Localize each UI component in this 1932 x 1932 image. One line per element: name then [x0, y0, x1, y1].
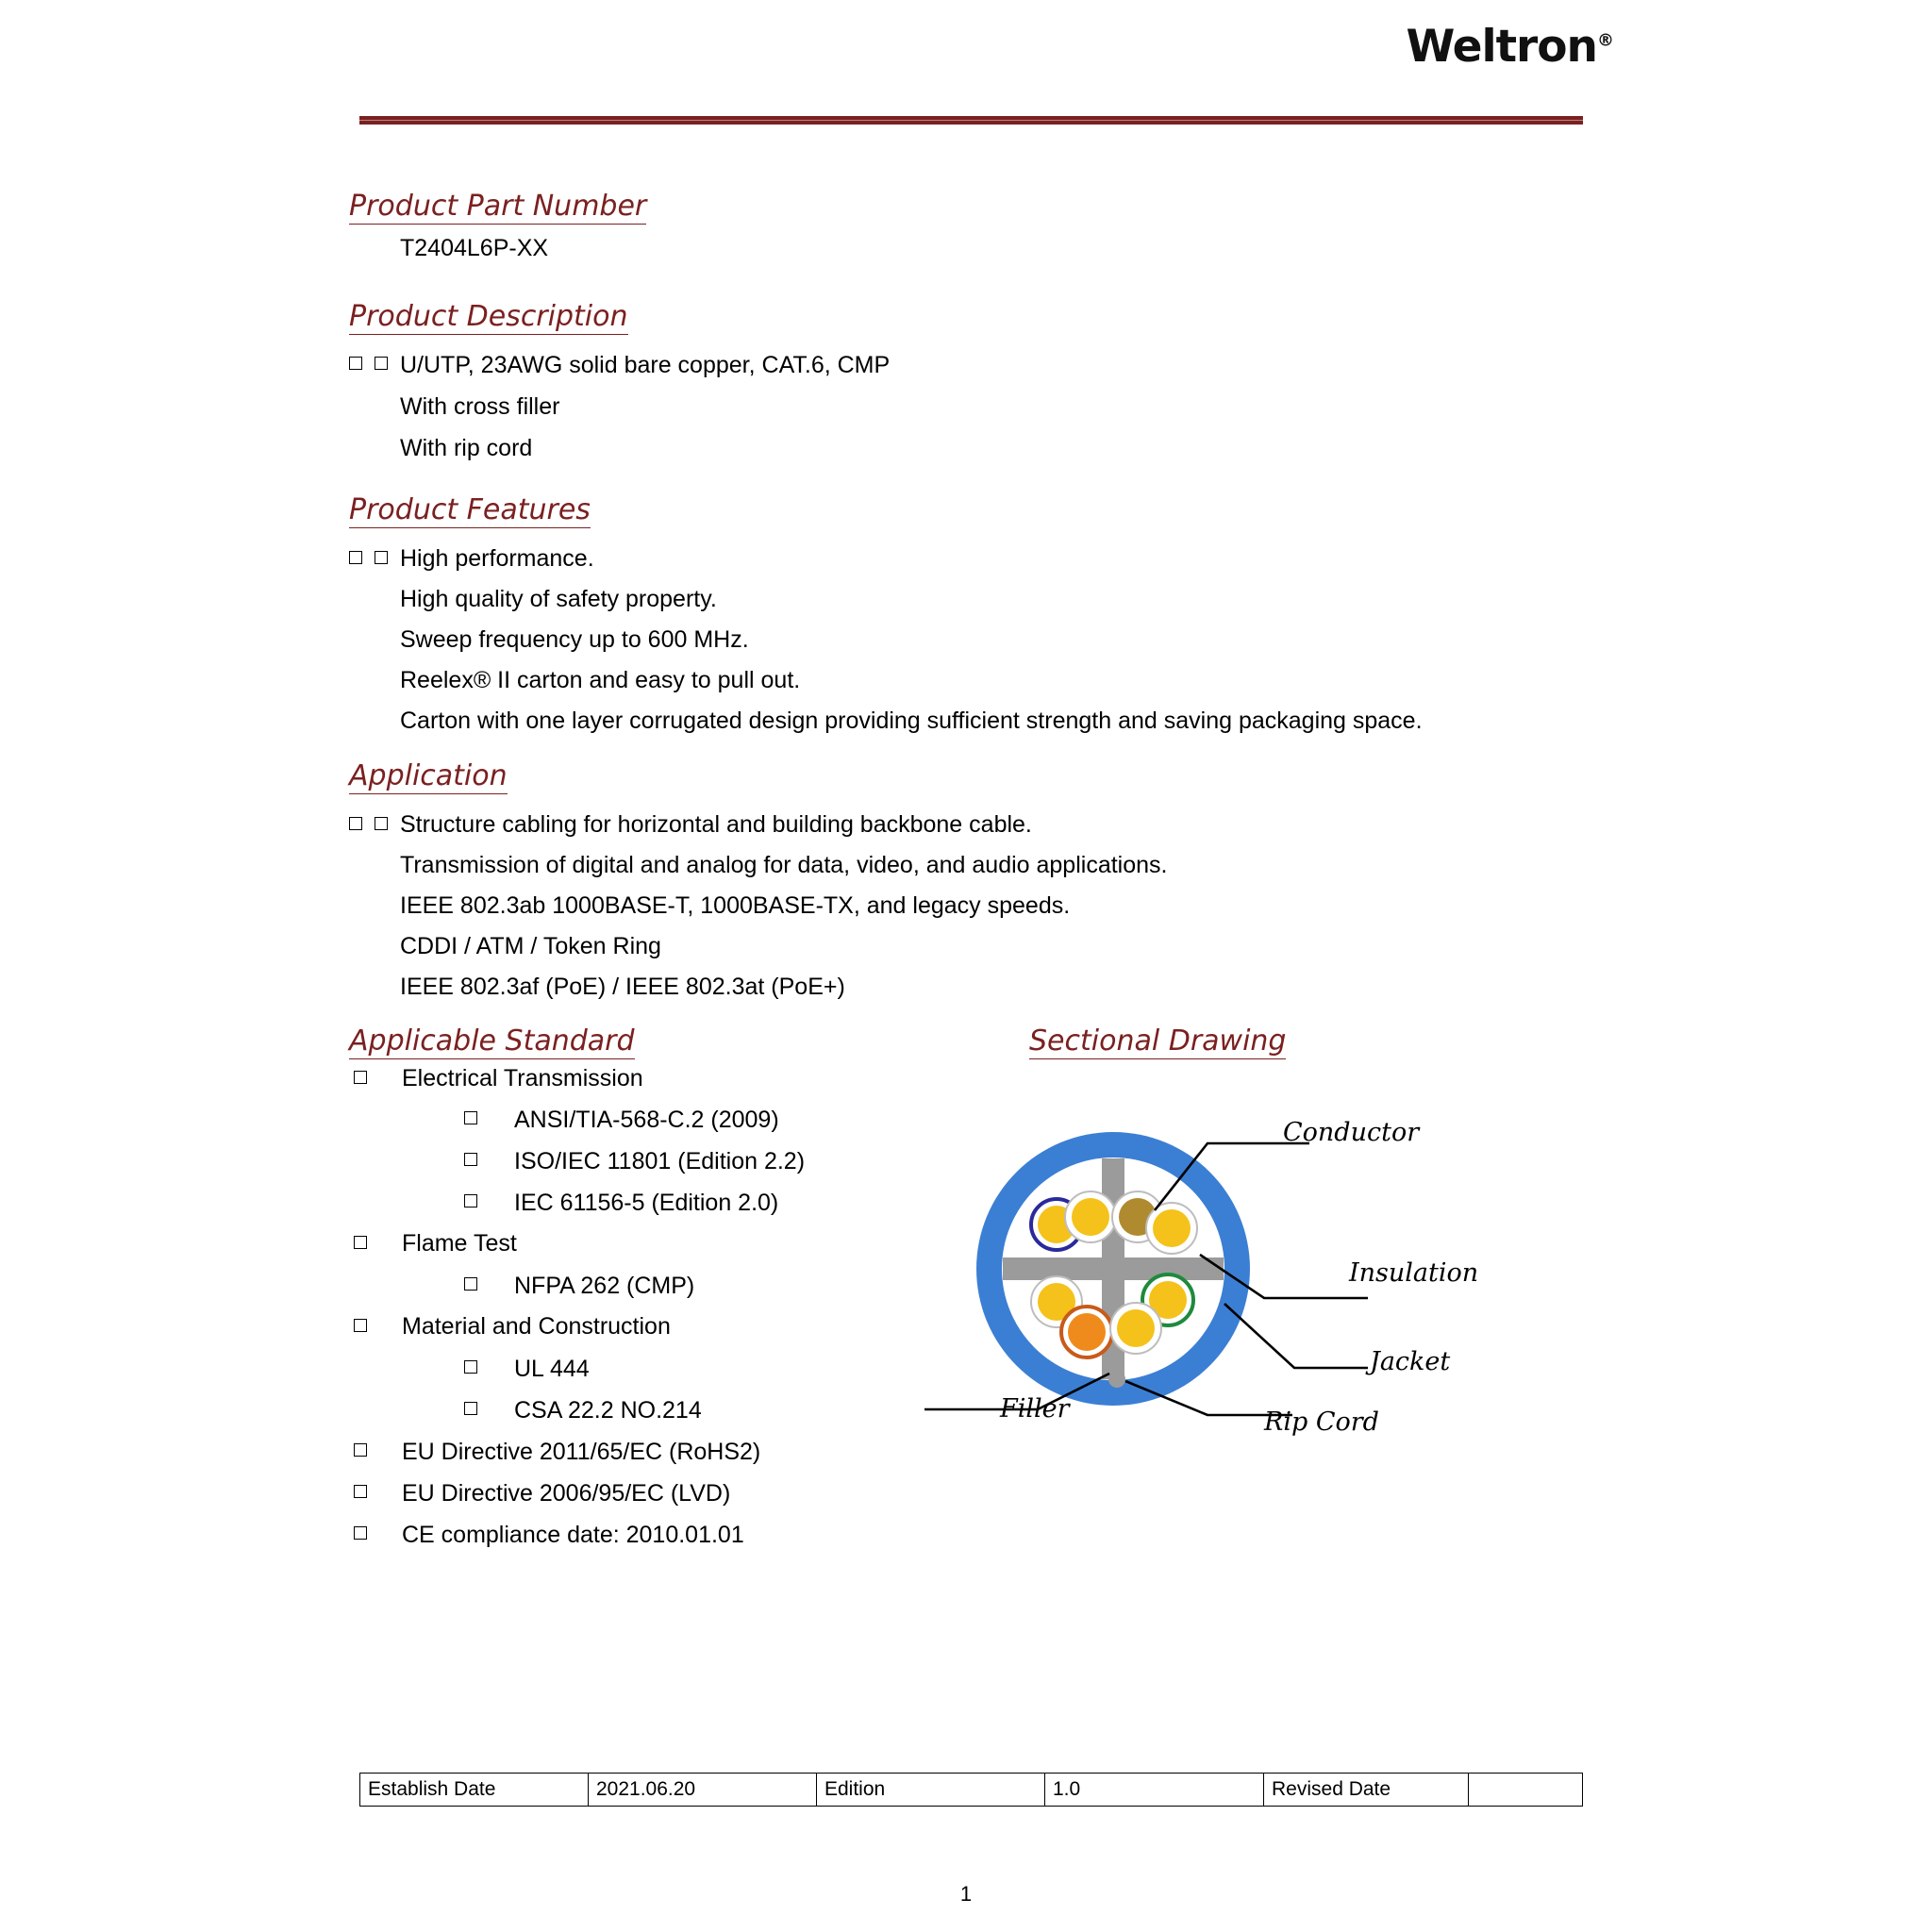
application-item: Transmission of digital and analog for data, video, and audio applications.	[400, 852, 1168, 878]
bullet-box-icon	[354, 1319, 367, 1332]
feature-item: High performance.	[400, 545, 594, 572]
standard-group-label: Material and Construction	[402, 1313, 671, 1340]
standard-group-label: EU Directive 2011/65/EC (RoHS2)	[402, 1439, 761, 1465]
edition-label: Edition	[817, 1774, 1045, 1807]
label-jacket: Jacket	[1370, 1347, 1451, 1376]
bullet-box-icon	[354, 1071, 367, 1084]
edition-value: 1.0	[1045, 1774, 1264, 1807]
page-number: 1	[959, 1882, 973, 1906]
feature-item: High quality of safety property.	[400, 586, 717, 612]
application-item: Structure cabling for horizontal and building backbone cable.	[400, 811, 1032, 838]
brand-registered-mark: ®	[1597, 30, 1613, 51]
standard-child-item: IEC 61156-5 (Edition 2.0)	[514, 1190, 779, 1216]
revised-date-label: Revised Date	[1264, 1774, 1469, 1807]
description-item: With cross filler	[400, 393, 560, 420]
bullet-box-icon	[375, 357, 388, 370]
leader-jacket	[1224, 1304, 1368, 1368]
bullet-box-icon	[354, 1485, 367, 1498]
label-insulation: Insulation	[1349, 1258, 1479, 1288]
bullet-box-icon	[349, 357, 362, 370]
heading-product-features: Product Features	[349, 493, 591, 526]
bullet-box-icon	[464, 1153, 477, 1166]
application-item: IEEE 802.3af (PoE) / IEEE 802.3at (PoE+)	[400, 974, 845, 1000]
feature-item: Sweep frequency up to 600 MHz.	[400, 626, 749, 653]
bullet-box-icon	[354, 1526, 367, 1540]
standard-group-label: CE compliance date: 2010.01.01	[402, 1522, 744, 1548]
heading-product-part-number: Product Part Number	[349, 190, 647, 223]
footer-table	[359, 1773, 1583, 1807]
label-rip-cord: Rip Cord	[1264, 1407, 1379, 1437]
bullet-box-icon	[354, 1443, 367, 1457]
application-item: IEEE 802.3ab 1000BASE-T, 1000BASE-TX, and legacy speeds.	[400, 892, 1071, 919]
bullet-box-icon	[375, 817, 388, 830]
brand-name: Weltron	[1406, 21, 1597, 73]
rip-cord-shape	[1108, 1371, 1125, 1388]
table-row	[360, 1774, 1583, 1807]
bullet-box-icon	[464, 1360, 477, 1374]
standard-child-item: CSA 22.2 NO.214	[514, 1397, 702, 1424]
heading-product-description: Product Description	[349, 300, 628, 333]
bullet-box-icon	[464, 1194, 477, 1208]
standard-child-item: NFPA 262 (CMP)	[514, 1273, 695, 1299]
revised-date-value	[1469, 1774, 1583, 1807]
bullet-box-icon	[375, 551, 388, 564]
standard-child-item: ISO/IEC 11801 (Edition 2.2)	[514, 1148, 806, 1174]
application-item: CDDI / ATM / Token Ring	[400, 933, 661, 959]
standard-group-label: Flame Test	[402, 1230, 517, 1257]
filler-horizontal	[1003, 1257, 1224, 1280]
description-item: With rip cord	[400, 435, 533, 461]
bullet-box-icon	[354, 1236, 367, 1249]
bullet-box-icon	[349, 817, 362, 830]
label-filler: Filler	[1000, 1394, 1070, 1424]
establish-date-label: Establish Date	[360, 1774, 589, 1807]
standard-group-label: EU Directive 2006/95/EC (LVD)	[402, 1480, 731, 1507]
label-conductor: Conductor	[1283, 1118, 1420, 1147]
heading-sectional-drawing: Sectional Drawing	[1029, 1024, 1287, 1058]
standard-child-item: ANSI/TIA-568-C.2 (2009)	[514, 1107, 779, 1133]
bullet-box-icon	[464, 1402, 477, 1415]
description-item: U/UTP, 23AWG solid bare copper, CAT.6, CMP	[400, 352, 891, 378]
standard-child-item: UL 444	[514, 1356, 590, 1382]
establish-date-value: 2021.06.20	[589, 1774, 817, 1807]
bullet-box-icon	[464, 1111, 477, 1124]
brand-logo	[1406, 21, 1613, 73]
feature-item: Carton with one layer corrugated design providing sufficient strength and saving packaging space.	[400, 708, 1423, 734]
standard-group-label: Electrical Transmission	[402, 1065, 643, 1091]
heading-application: Application	[349, 759, 508, 792]
feature-item: Reelex® II carton and easy to pull out.	[400, 667, 801, 693]
bullet-box-icon	[464, 1277, 477, 1291]
heading-applicable-standard: Applicable Standard	[349, 1024, 635, 1058]
part-number-value: T2404L6P-XX	[400, 235, 549, 261]
header-rule	[359, 116, 1583, 125]
bullet-box-icon	[349, 551, 362, 564]
